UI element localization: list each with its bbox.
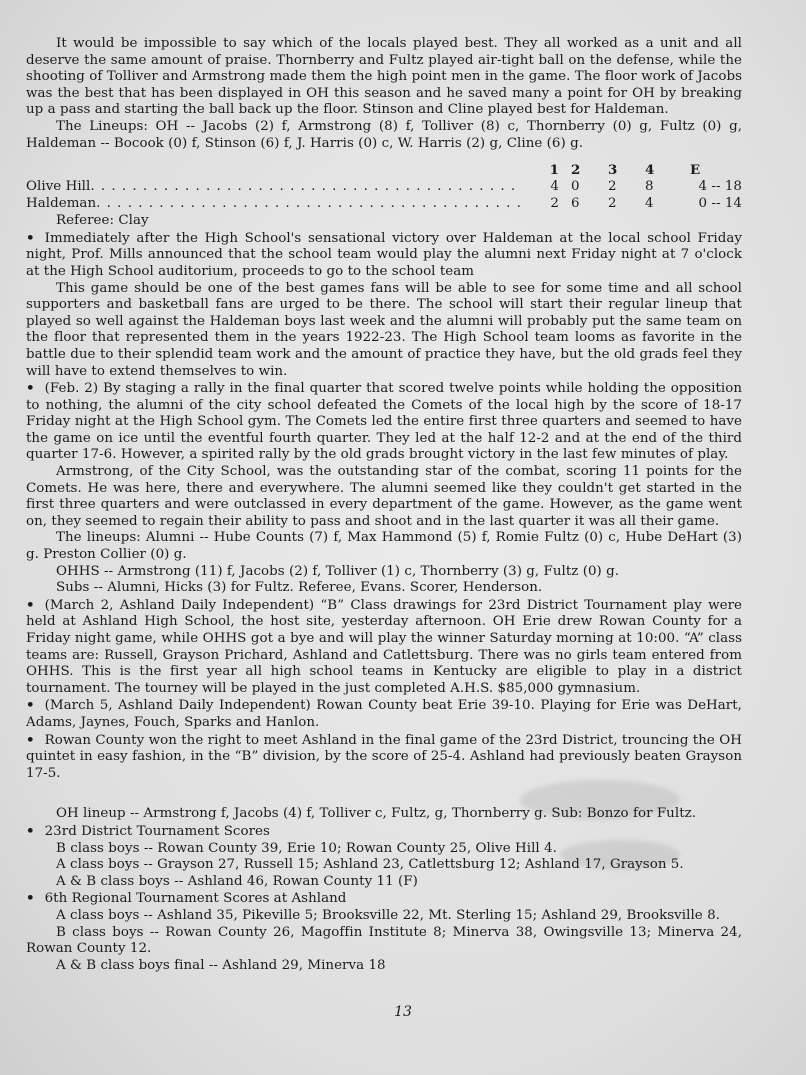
quarter-score: 8 [645,179,654,195]
paragraph-game-preview: This game should be one of the best games fans will be able to see for some time and all school supporters and basketball fans are urged to be there. The school will start their regular lineup that played so well against the Haldeman boys last week and the alumni will probably put the same team on the floor that represented them in the years 1922-23. The High School team looms as favorite in the battle due to their splendid team work and the amount of practice they have, but the old grads feel they will have to extend themselves to win. [26,280,742,379]
paragraph-march-5: • (March 5, Ashland Daily Independent) Rowan County beat Erie 39-10. Playing for Erie was DeHart, Adams, Jaynes, Fouch, Sparks and Hanlon. [26,697,742,731]
paragraph-lineups: The Lineups: OH -- Jacobs (2) f, Armstrong (8) f, Tolliver (8) c, Thornberry (0) g, Fultz (0) g, Haldeman -- Bocook (0) f, Stinson (6) f, J. Harris (0) c, W. Harris (2) g, Cline (6) g. [26,118,742,151]
district-b-class: B class boys -- Rowan County 39, Erie 10; Rowan County 25, Olive Hill 4. [56,840,557,856]
paragraph-alumni-announcement: • Immediately after the High School's sensational victory over Haldeman at the local school Friday night, Prof. Mills announced that the school team would play the alumni next Friday night at 7 o'clock at the High School auditorium, proceeds to go to the school team [26,230,742,281]
district-ab-class: A & B class boys -- Ashland 46, Rowan County 11 (F) [56,873,418,889]
scoreboard-header-q4: 4 [645,162,655,179]
regional-scores-heading: • 6th Regional Tournament Scores at Ashland [26,890,742,908]
scoreboard-row [26,196,742,213]
district-scores-heading: • 23rd District Tournament Scores [26,823,742,841]
scoreboard-header-q1: 1 [549,162,559,179]
scoreboard-table [26,162,742,213]
paragraph-ohhs-lineup: OHHS -- Armstrong (11) f, Jacobs (2) f, Tolliver (1) c, Thornberry (3) g, Fultz (0) g. [56,563,620,579]
paragraph-armstrong: Armstrong, of the City School, was the outstanding star of the combat, scoring 11 points for the Comets. He was here, there and everywhere. The alumni seemed like they couldn't get started in the first three quarters and were outclassed in every department of the game. However, as the game went on, they seemed to regain their ability to pass and shoot and in the last quarter it was all their game. [26,464,742,529]
regional-b-class: B class boys -- Rowan County 26, Magoffin Institute 8; Minerva 38, Owingsville 13; Minerva 24, Rowan County 12. [26,924,742,957]
quarter-score: 2 [608,179,617,195]
referee-line: Referee: Clay [56,213,149,229]
paragraph-march-2: • (March 2, Ashland Daily Independent) “B” Class drawings for 23rd District Tournament play were held at Ashland High School, the host site, yesterday afternoon. OH Erie drew Rowan County for a Friday night game, while OHHS got a bye and will play the winner Saturday morning at 10:00. “A” class teams are: Russell, Grayson Prichard, Ashland and Catlettsburg. There was no girls team entered from OHHS. This is the first year all high school teams in Kentucky are eligible to play in a district tournament. The tourney will be played in the just completed A.H.S. $85,000 gymnasium. [26,597,742,698]
quarter-score: 4 [550,179,559,195]
text-column [26,36,742,974]
leader-dots [96,196,521,213]
regional-ab-final: A & B class boys final -- Ashland 29, Minerva 18 [56,957,386,973]
spacer [26,782,742,806]
oh-lineup: OH lineup -- Armstrong f, Jacobs (4) f, Tolliver c, Fultz, g, Thornberry g. Sub: Bonzo for Fultz. [56,806,697,822]
scoreboard-header-q2: 2 [571,162,581,179]
final-score: 4 -- 18 [698,179,742,195]
scoreboard-header-q3: 3 [608,162,618,179]
quarter-score: 2 [550,196,559,212]
scoreboard-header-e: E [690,162,701,179]
quarter-score: 0 [571,179,580,195]
leader-dots [90,179,521,196]
scoreboard-row [26,179,742,196]
paragraph-subs: Subs -- Alumni, Hicks (3) for Fultz. Referee, Evans. Scorer, Henderson. [56,580,543,596]
quarter-score: 2 [608,196,617,212]
team-name: Haldeman [26,196,97,212]
final-score: 0 -- 14 [698,196,742,212]
quarter-score: 6 [571,196,580,212]
district-a-class: A class boys -- Grayson 27, Russell 15; Ashland 23, Catlettsburg 12; Ashland 17, Grayson 5. [56,857,684,873]
paragraph-alumni-lineup: The lineups: Alumni -- Hube Counts (7) f, Max Hammond (5) f, Romie Fultz (0) c, Hube DeHart (3) g. Preston Collier (0) g. [26,530,742,563]
paragraph-feb-2: • (Feb. 2) By staging a rally in the final quarter that scored twelve points while holding the opposition to nothing, the alumni of the city school defeated the Comets of the local high by the score of 18-17 Friday night at the High School gym. The Comets led the entire first three quarters and seemed to have the game on ice until the eventful fourth quarter. They led at the half 12-2 and at the end of the third quarter 17-6. However, a spirited rally by the old grads brought victory in the last few minutes of play. [26,380,742,464]
paragraph-rowan-county: • Rowan County won the right to meet Ashland in the final game of the 23rd District, trouncing the OH quintet in easy fashion, in the “B” division, by the score of 25-4. Ashland had previously beaten Grayson 17-5. [26,732,742,783]
team-name: Olive Hill [26,179,91,195]
paragraph-game-recap: It would be impossible to say which of the locals played best. They all worked as a unit and all deserve the same amount of praise. Thornberry and Fultz played air-tight ball on the defense, while the shooting of Tolliver and Armstrong made them the high point men in the game. The floor work of Jacobs was the best that has been displayed in OH this season and he saved many a point for OH by breaking up a pass and starting the ball back up the floor. Stinson and Cline played best for Haldeman. [26,36,742,118]
quarter-score: 4 [645,196,654,212]
page-number: 13 [394,1004,412,1020]
scoreboard-header-row [26,162,742,179]
regional-a-class: A class boys -- Ashland 35, Pikeville 5; Brooksville 22, Mt. Sterling 15; Ashland 29, Brooksville 8. [56,907,720,923]
